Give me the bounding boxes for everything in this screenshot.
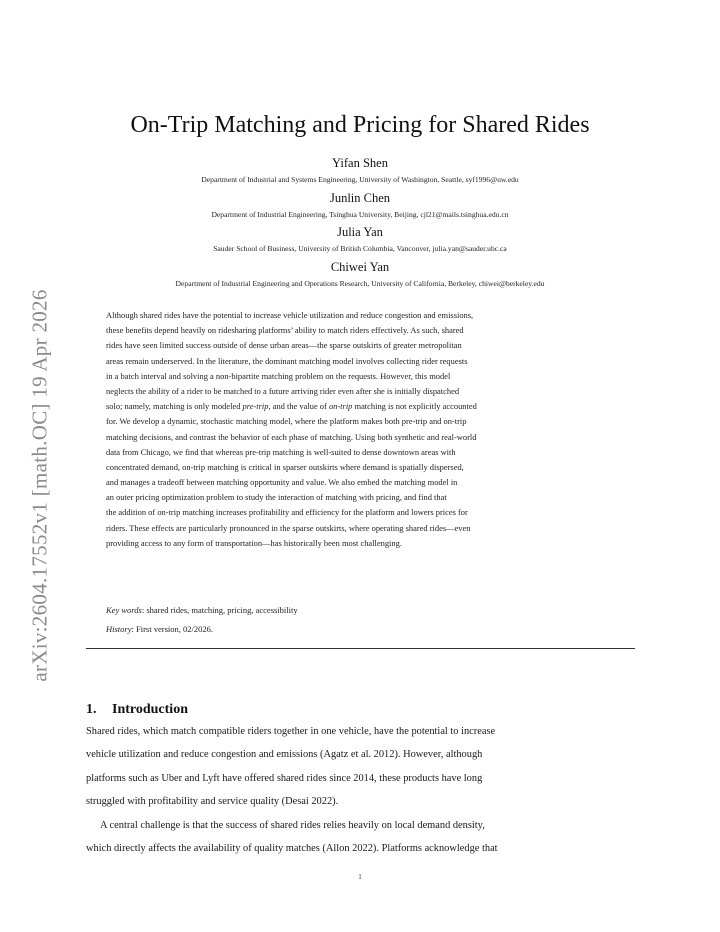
author-affiliation: Department of Industrial Engineering, Tsinghua University, Beijing, cjl21@mails.tsinghua.edu.cn: [211, 210, 509, 219]
abstract-line: for. We develop a dynamic, stochastic matching model, where the platform makes both pre-trip and on-trip: [106, 416, 467, 427]
abstract-line: areas remain underserved. In the literature, the dominant matching model involves collecting rider requests: [106, 355, 468, 366]
body-text-line: Shared rides, which match compatible riders together in one vehicle, have the potential to increase: [86, 726, 496, 737]
paper-title: On-Trip Matching and Pricing for Shared Rides: [130, 112, 590, 138]
body-text-line: platforms such as Uber and Lyft have offered shared rides since 2014, these products have long: [86, 773, 483, 784]
abstract-line: neglects the ability of a rider to be matched to a future arriving rider even after she is initially dispatched: [106, 385, 460, 396]
body-text-line: A central challenge is that the success of shared rides relies heavily on local demand density,: [100, 820, 485, 831]
abstract-text: , and the value of: [268, 401, 329, 412]
abstract-line: matching decisions, and contrast the behavior of each phase of matching. Using both synthetic and real-world: [106, 431, 477, 442]
section-number: 1.: [86, 702, 97, 717]
body-text-line: which directly affects the availability of quality matches (Allon 2022). Platforms acknowledge that: [86, 843, 498, 854]
abstract-text: matching is not explicitly accounted: [352, 401, 477, 412]
keywords-label: Key words: [106, 605, 142, 615]
body-text-line: struggled with profitability and service quality (Desai 2022).: [86, 796, 339, 807]
abstract-line: Although shared rides have the potential to increase vehicle utilization and reduce congestion and emissions,: [106, 310, 474, 320]
author-affiliation: Sauder School of Business, University of British Columbia, Vancouver, julia.yan@sauder.ubc.ca: [213, 244, 507, 253]
abstract-line: these benefits depend heavily on ridesharing platforms’ ability to match riders effectively. As such, shared: [106, 325, 464, 336]
keywords: Key words: shared rides, matching, pricing, accessibility: [106, 605, 298, 615]
abstract: [106, 308, 614, 551]
abstract-line: rides have seen limited success outside of dense urban areas—the sparse outskirts of greater metropolitan: [106, 340, 462, 351]
author-name: Junlin Chen: [329, 191, 391, 205]
history: History: First version, 02/2026.: [106, 624, 213, 634]
author-block: [0, 191, 720, 219]
arxiv-identifier: arXiv:2604.17552v1 [math.OC] 19 Apr 2026: [27, 288, 52, 682]
section-title: Introduction: [112, 702, 188, 717]
divider: [86, 648, 635, 649]
history-label: History: [106, 624, 132, 634]
author-block: [0, 260, 720, 288]
author-name: Yifan Shen: [332, 156, 388, 170]
section-heading: [86, 702, 188, 718]
author-affiliation: Department of Industrial and Systems Engineering, University of Washington, Seattle, syf1996@uw.edu: [201, 175, 519, 184]
page-number: 1: [358, 873, 362, 881]
abstract-line: providing access to any form of transportation—has historically been most challenging.: [106, 537, 402, 548]
emphasis-on-trip: on-trip: [328, 401, 353, 412]
abstract-line: data from Chicago, we find that whereas pre-trip matching is well-suited to dense downtown areas with: [106, 446, 456, 457]
keywords-value: shared rides, matching, pricing, accessibility: [146, 605, 298, 615]
history-value: First version, 02/2026.: [136, 624, 213, 634]
abstract-text: solo; namely, matching is only modeled: [106, 401, 243, 412]
author-block: [0, 156, 720, 184]
abstract-line: an outer pricing optimization problem to study the interaction of matching with pricing, and find that: [106, 492, 447, 503]
author-affiliation: Department of Industrial Engineering and Operations Research, University of California, Berkeley, chiwei@berkeley.edu: [175, 279, 545, 288]
emphasis-pre-trip: pre-trip: [242, 401, 269, 412]
abstract-line: in a batch interval and solving a non-bipartite matching problem on the requests. However, this model: [106, 370, 451, 381]
abstract-line-mixed: [106, 399, 614, 414]
author-name: Chiwei Yan: [330, 260, 390, 274]
body-text-line: vehicle utilization and reduce congestion and emissions (Agatz et al. 2012). However, although: [86, 749, 483, 760]
author-name: Julia Yan: [337, 225, 383, 239]
arxiv-sidebar-stamp: [15, 280, 65, 690]
abstract-line: concentrated demand, on-trip matching is critical in sparser outskirts where demand is spatially dispersed,: [106, 461, 464, 472]
abstract-line: and manages a tradeoff between matching opportunity and value. We also embed the matching model in: [106, 477, 458, 488]
abstract-line: riders. These effects are particularly pronounced in the sparse outskirts, where operating shared rides—even: [106, 522, 471, 533]
author-block: [0, 225, 720, 253]
abstract-line: the addition of on-trip matching increases profitability and efficiency for the platform and lowers prices for: [106, 507, 468, 518]
